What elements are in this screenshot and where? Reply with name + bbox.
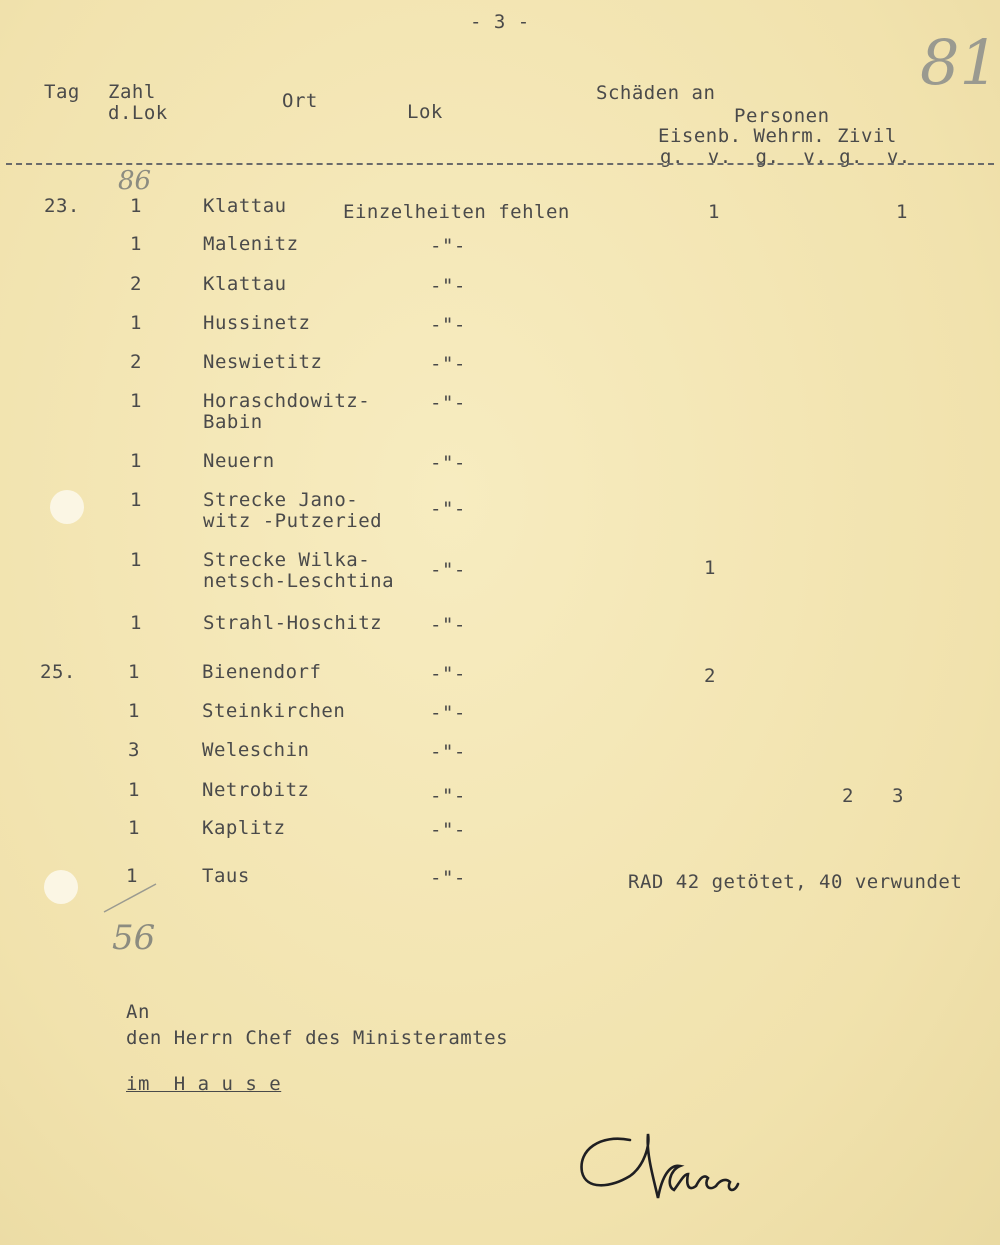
cell-zahl: 1 (130, 233, 142, 255)
header-lok: Lok (407, 101, 443, 123)
cell-lok: -"- (430, 867, 466, 889)
cell-ort: Taus (202, 865, 250, 887)
cell-zahl: 1 (130, 312, 142, 334)
cell-tag: 23. (44, 195, 80, 217)
cell-lok: -"- (430, 785, 466, 807)
header-personen: Personen (734, 105, 830, 127)
cell-lok: -"- (430, 614, 466, 636)
cell-eisenb-v: 1 (708, 201, 720, 223)
cell-lok: -"- (430, 498, 466, 520)
cell-lok: -"- (430, 314, 466, 336)
cell-ort: Netrobitz (202, 779, 310, 801)
header-divider (6, 163, 994, 165)
cell-zahl: 3 (128, 739, 140, 761)
cell-tag: 25. (40, 661, 76, 683)
header-groups: Eisenb. Wehrm. Zivil (658, 125, 897, 147)
cell-zahl: 1 (128, 700, 140, 722)
cell-zahl: 1 (130, 489, 142, 511)
cell-lok: -"- (430, 392, 466, 414)
punch-hole (50, 490, 84, 524)
cell-lok: -"- (430, 559, 466, 581)
cell-ort-cont: witz -Putzeried (203, 510, 383, 532)
address-line-1: An (126, 1001, 150, 1023)
cell-zahl: 2 (130, 351, 142, 373)
cell-ort: Malenitz (203, 233, 299, 255)
cell-lok: -"- (430, 275, 466, 297)
cell-ort: Strecke Wilka- (203, 549, 371, 571)
cell-ort: Neuern (203, 450, 275, 472)
cell-zahl: 1 (130, 390, 142, 412)
cell-ort: Strahl-Hoschitz (203, 612, 383, 634)
cell-zahl: 2 (130, 273, 142, 295)
cell-ort: Klattau (203, 273, 287, 295)
pencil-mark-top: 86 (118, 166, 152, 196)
archive-number: 81 (920, 26, 999, 99)
cell-ort: Hussinetz (203, 312, 311, 334)
cell-lok: -"- (430, 741, 466, 763)
cell-lok: -"- (430, 663, 466, 685)
cell-ort: Klattau (203, 195, 287, 217)
header-zahl-1: Zahl (108, 81, 156, 103)
header-schaeden: Schäden an (596, 82, 716, 104)
cell-ort: Bienendorf (202, 661, 322, 683)
cell-zahl: 1 (130, 612, 142, 634)
cell-zahl: 1 (130, 549, 142, 571)
header-zahl-2: d.Lok (108, 102, 168, 124)
punch-hole (44, 870, 78, 904)
cell-zahl: 1 (126, 865, 138, 887)
cell-ort: Kaplitz (202, 817, 286, 839)
cell-note: RAD 42 getötet, 40 verwundet (628, 871, 963, 893)
cell-zahl: 1 (128, 817, 140, 839)
cell-zahl: 1 (128, 661, 140, 683)
cell-lok: -"- (430, 702, 466, 724)
cell-ort: Horaschdowitz- (203, 390, 371, 412)
header-tag: Tag (44, 81, 80, 103)
page-number: - 3 - (470, 11, 530, 33)
cell-zahl: 1 (128, 779, 140, 801)
cell-lok: -"- (430, 819, 466, 841)
cell-lok: Einzelheiten fehlen (343, 201, 570, 223)
pencil-mark-bottom: 56 (112, 918, 156, 958)
cell-zivil-g: 2 (842, 785, 854, 807)
cell-zivil-v: 1 (896, 201, 908, 223)
cell-ort-cont: Babin (203, 411, 263, 433)
header-ort: Ort (282, 90, 318, 112)
cell-ort: Neswietitz (203, 351, 323, 373)
cell-zivil-v: 3 (892, 785, 904, 807)
cell-zahl: 1 (130, 195, 142, 217)
cell-ort: Strecke Jano- (203, 489, 359, 511)
address-line-2: den Herrn Chef des Ministeramtes (126, 1027, 509, 1049)
header-gv: g. v. g. v. g. v. (660, 146, 911, 168)
cell-eisenb-v: 1 (704, 557, 716, 579)
cell-lok: -"- (430, 235, 466, 257)
signature (570, 1120, 750, 1210)
cell-lok: -"- (430, 452, 466, 474)
cell-eisenb-v: 2 (704, 665, 716, 687)
cell-ort: Weleschin (202, 739, 310, 761)
cell-zahl: 1 (130, 450, 142, 472)
address-line-3: im H a u s e (126, 1073, 282, 1095)
cell-ort: Steinkirchen (202, 700, 346, 722)
cell-ort-cont: netsch-Leschtina (203, 570, 395, 592)
cell-lok: -"- (430, 353, 466, 375)
